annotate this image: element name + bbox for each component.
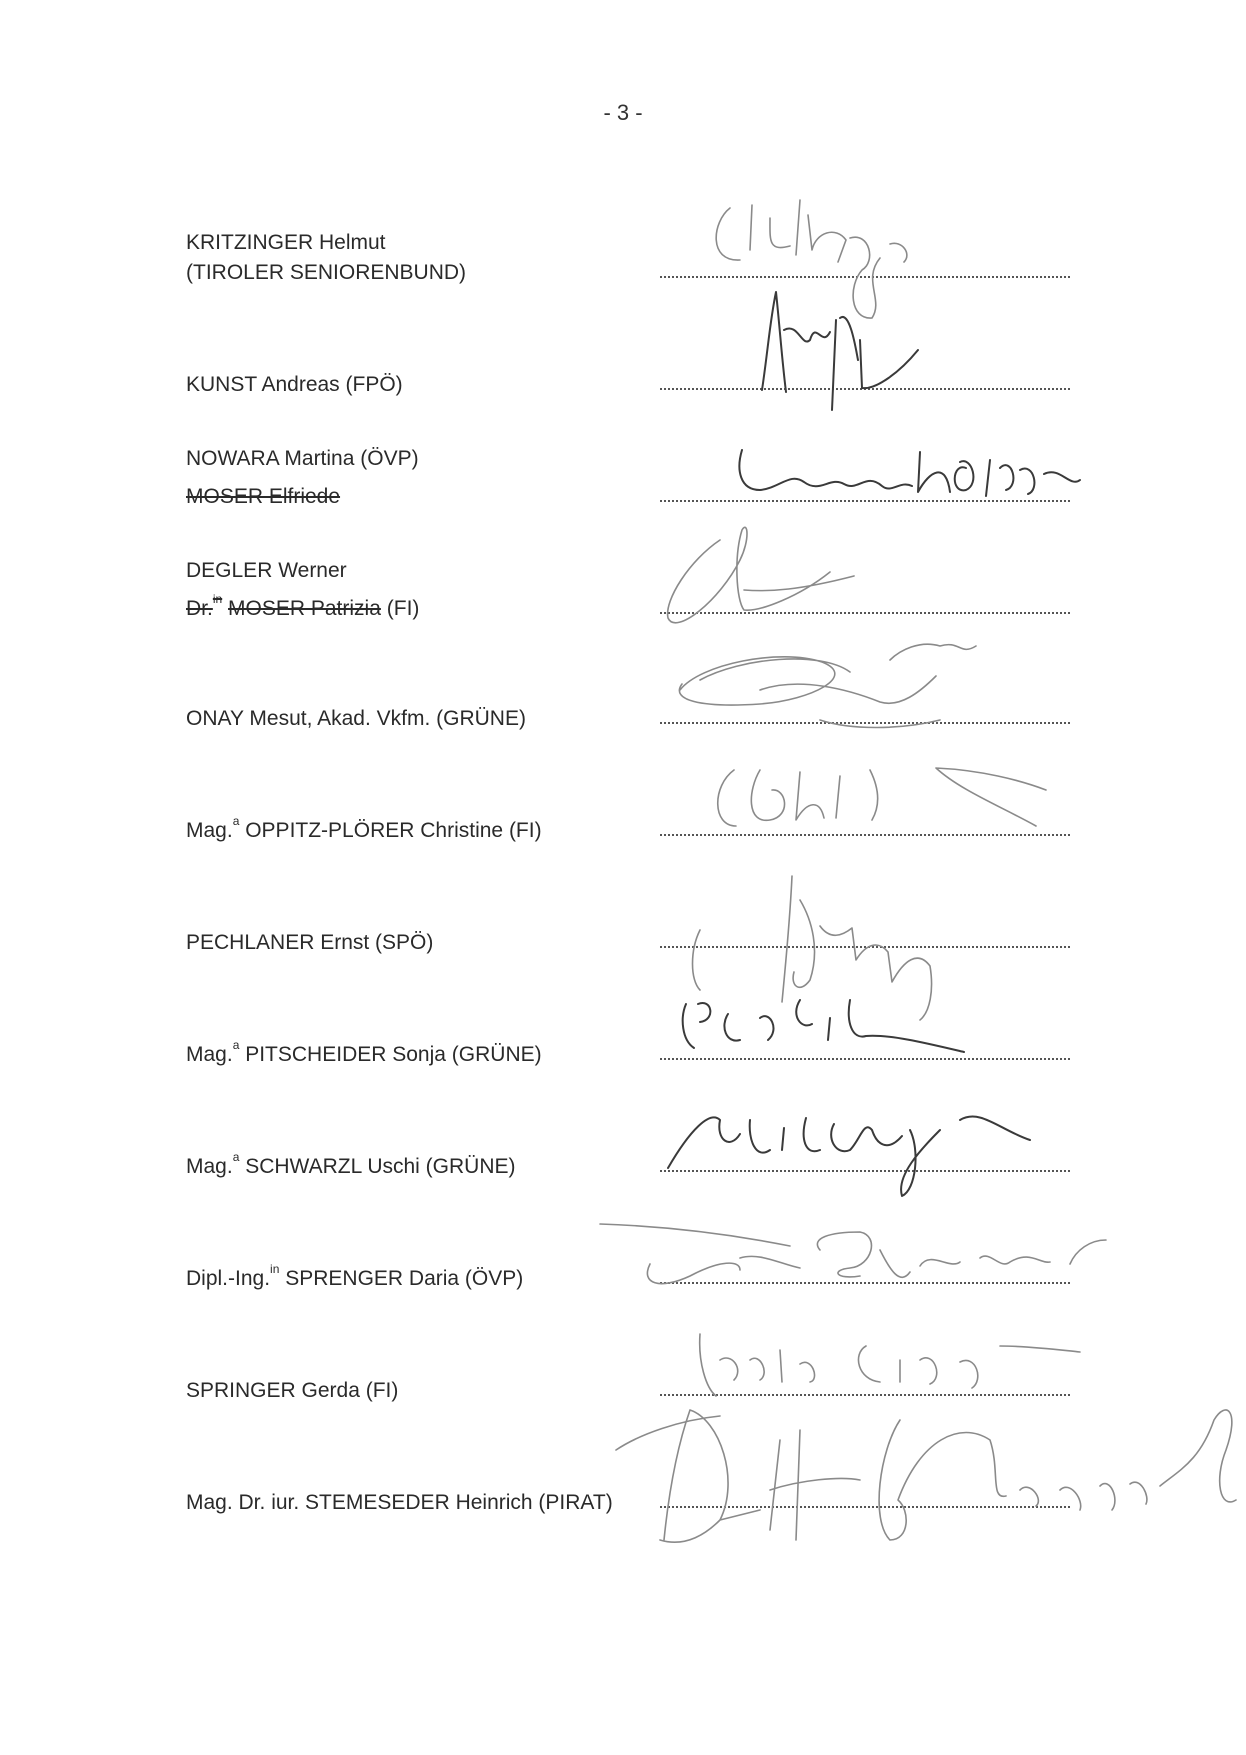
signature-schwarzl — [668, 1117, 1030, 1196]
signatory-affiliation-kritzinger: (TIROLER SENIORENBUND) — [186, 261, 467, 284]
signature-kunst — [762, 292, 918, 410]
signature-nowara — [739, 450, 1080, 496]
signature-pechlaner — [693, 876, 932, 1020]
signature-line-degler — [660, 612, 1070, 614]
title: Dipl.-Ing. — [186, 1267, 271, 1290]
signature-line-kritzinger — [660, 276, 1070, 278]
title: Mag. — [186, 1043, 233, 1066]
signatory-name-nowara: NOWARA Martina (ÖVP) — [186, 447, 419, 470]
struck-title: Dr. — [186, 597, 213, 620]
title-sup: a — [232, 1150, 240, 1164]
name: PITSCHEIDER Sonja (GRÜNE) — [245, 1043, 542, 1066]
signature-onay — [679, 644, 976, 727]
signatory-struck-line-moser-patrizia — [186, 592, 420, 621]
signatory-name-pitscheider — [186, 1038, 542, 1067]
signature-line-oppitz-ploerer — [660, 834, 1070, 836]
name: SCHWARZL Uschi (GRÜNE) — [245, 1155, 516, 1178]
title-sup: in — [270, 1262, 280, 1276]
signatory-name-kunst: KUNST Andreas (FPÖ) — [186, 373, 403, 396]
signature-line-kunst — [660, 388, 1070, 390]
title: Mag. — [186, 1155, 233, 1178]
struck-name: MOSER Patrizia — [228, 597, 381, 620]
signature-line-nowara — [660, 500, 1070, 502]
page-number: - 3 - — [603, 100, 643, 125]
signature-line-schwarzl — [660, 1170, 1070, 1172]
title: Mag. — [186, 819, 233, 842]
signature-oppitz-ploerer — [718, 768, 1046, 826]
name: SPRENGER Daria (ÖVP) — [285, 1267, 524, 1290]
signatory-name-kritzinger: KRITZINGER Helmut — [186, 231, 386, 254]
signature-line-sprenger — [660, 1282, 1070, 1284]
signatory-name-pechlaner: PECHLANER Ernst (SPÖ) — [186, 931, 434, 954]
signatory-name-degler: DEGLER Werner — [186, 559, 347, 582]
struck-title-sup: in — [212, 592, 223, 606]
signature-line-springer — [660, 1394, 1070, 1396]
signatory-name-schwarzl — [186, 1150, 516, 1179]
signature-line-pitscheider — [660, 1058, 1070, 1060]
signatory-struck-name-moser-elfriede: MOSER Elfriede — [186, 485, 341, 508]
signatory-name-springer: SPRINGER Gerda (FI) — [186, 1379, 399, 1402]
signatory-name-sprenger — [186, 1262, 524, 1291]
signature-pitscheider — [683, 1000, 964, 1052]
title-sup: a — [232, 814, 240, 828]
signatory-name-oppitz-ploerer — [186, 814, 542, 843]
signature-line-onay — [660, 722, 1070, 724]
signature-line-stemeseder — [660, 1506, 1070, 1508]
name: OPPITZ-PLÖRER Christine (FI) — [245, 819, 542, 842]
signature-springer — [700, 1334, 1080, 1396]
signature-sprenger — [600, 1224, 1106, 1284]
signature-kritzinger — [716, 200, 907, 318]
signature-degler — [668, 527, 854, 622]
signatory-name-onay: ONAY Mesut, Akad. Vkfm. (GRÜNE) — [186, 707, 526, 730]
signature-stemeseder — [616, 1410, 1236, 1542]
party-label: (FI) — [386, 597, 420, 620]
signatory-name-stemeseder: Mag. Dr. iur. STEMESEDER Heinrich (PIRAT) — [186, 1491, 613, 1514]
title-sup: a — [232, 1038, 240, 1052]
signature-line-pechlaner — [660, 946, 1070, 948]
